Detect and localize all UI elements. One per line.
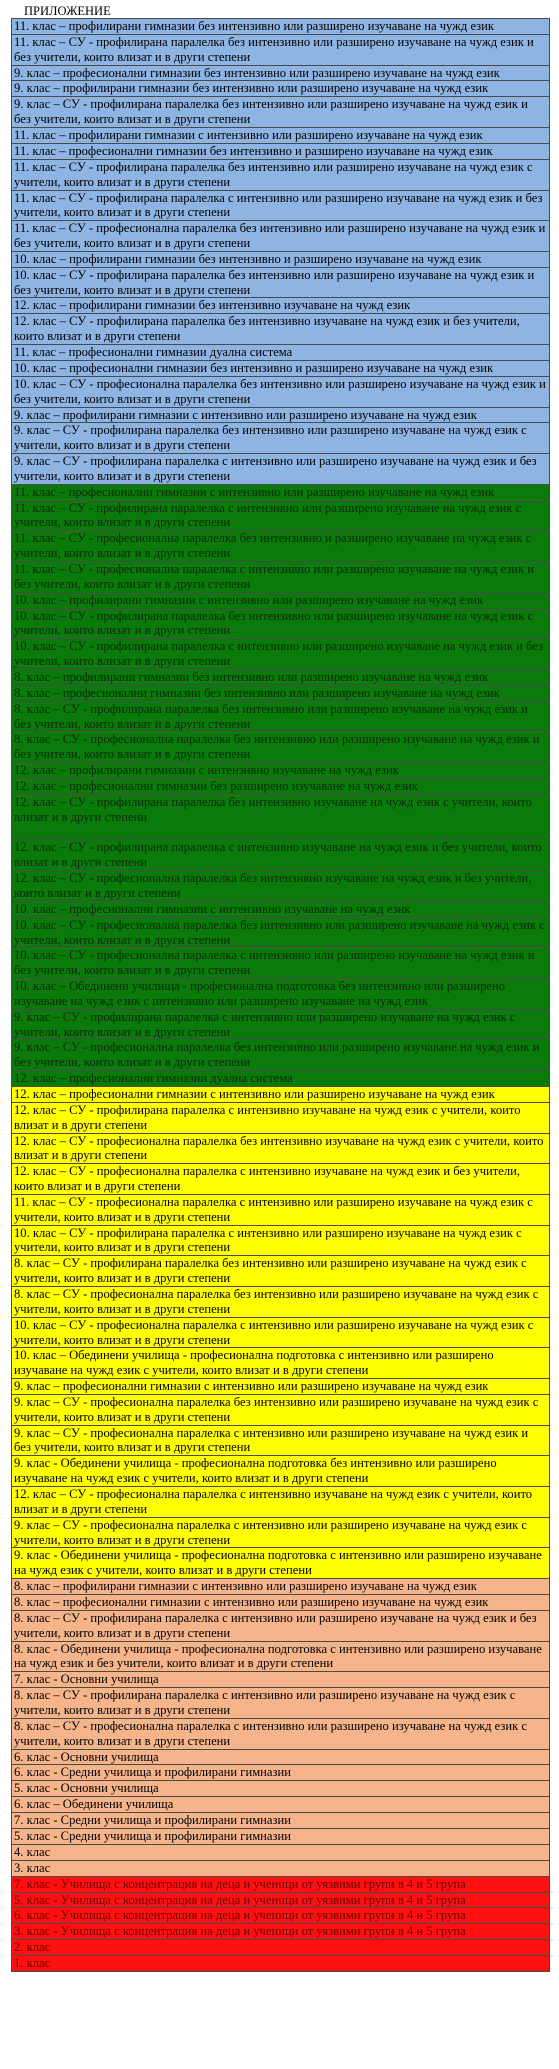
table-row: 11. клас – професионални гимназии с интензивно или разширено изучаване на чужд език [12, 485, 549, 501]
table-row: 12. клас – СУ - профилирана паралелка без интензивно изучаване на чужд език и без учители, които влизат и в други степени [12, 314, 549, 345]
table-row: 1. клас [12, 1956, 549, 1972]
table-row: 10. клас – Обединени училища - професионална подготовка без интензивно или разширено изучаване на чужд език с интензивно или разширено изучаване на чужд език [12, 979, 549, 1010]
table-row: 9. клас – СУ - професионална паралелка без интензивно или разширено изучаване на чужд език и без учители, които влизат и в други степени [12, 1040, 549, 1071]
table-row: 10. клас – професионални гимназии без интензивно и разширено изучаване на чужд език [12, 361, 549, 377]
table-row: 11. клас – СУ - профилирана паралелка с интензивно или разширено изучаване на чужд език с учители, които влизат и в други степени [12, 501, 549, 532]
table-row: 8. клас – профилирани гимназии без интензивно или разширено изучаване на чужд език [12, 670, 549, 686]
table-row: 10. клас – СУ - професионална паралелка без интензивно или разширено изучаване на чужд език с учители, които влизат и в други степени [12, 918, 549, 949]
table-row: 10. клас – СУ - профилирана паралелка с интензивно или разширено изучаване на чужд език с учители, които влизат и в други степени [12, 1226, 549, 1257]
table-row: 10. клас – СУ - профилирана паралелка без интензивно или разширено изучаване на чужд език с учители, които влизат и в други степени [12, 609, 549, 640]
table-row: 6. клас - Училища с концентрация на деца и ученици от уязвими групи в 4 и 5 група [12, 1908, 549, 1924]
table-row: 9. клас – СУ - профилирана паралелка без интензивно или разширено изучаване на чужд език с учители, които влизат и в други степени [12, 423, 549, 454]
table-row: 8. клас – професионални гимназии с интензивно или разширено изучаване на чужд език [12, 1595, 549, 1611]
table-row: 12. клас – СУ - профилирана паралелка с интензивно изучаване на чужд език с учители, които влизат и в други степени [12, 1103, 549, 1134]
table-row: 12. клас – СУ - професионална паралелка с интензивно изучаване на чужд език с учители, които влизат и в други степени [12, 1487, 549, 1518]
table-row: 3. клас [12, 1861, 549, 1877]
table-row: 10. клас – Обединени училища - професионална подготовка с интензивно или разширено изучаване на чужд език с учители, които влизат и в други степени [12, 1348, 549, 1379]
table-row: 10. клас – СУ - профилирана паралелка без интензивно или разширено изучаване на чужд език и без учители, които влизат и в други степени [12, 268, 549, 299]
table-row: 11. клас – профилирани гимназии без интензивно или разширено изучаване на чужд език [12, 19, 549, 35]
table-row: 8. клас – СУ - професионална паралелка без интензивно или разширено изучаване на чужд език с учители, които влизат и в други степени [12, 1287, 549, 1318]
table-row: 11. клас – СУ - профилирана паралелка с интензивно или разширено изучаване на чужд език и без учители, които влизат и в други степени [12, 191, 549, 222]
table-row: 12. клас – профилирани гимназии без интензивно изучаване на чужд език [12, 298, 549, 314]
table-row: 11. клас – професионални гимназии без интензивно и разширено изучаване на чужд език [12, 144, 549, 160]
table-row: 12. клас – професионални гимназии без разширено изучаване на чужд език [12, 779, 549, 795]
table-row: 12. клас – СУ - професионална паралелка без интензивно изучаване на чужд език и без учители, които влизат и в други степени [12, 871, 549, 902]
table-row: 6. клас – Обединени училища [12, 1797, 549, 1813]
table-row: 9. клас – професионални гимназии без интензивно или разширено изучаване на чужд език [12, 66, 549, 82]
table-row: 9. клас - Обединени училища - професионална подготовка с интензивно или разширено изучаване на чужд език с учители, които влизат и в други степени [12, 1548, 549, 1579]
table-row: 10. клас – профилирани гимназии без интензивно и разширено изучаване на чужд език [12, 252, 549, 268]
table-row: 7. клас - Основни училища [12, 1672, 549, 1688]
table-row: 9. клас – профилирани гимназии с интензивно или разширено изучаване на чужд език [12, 408, 549, 424]
table-row: 8. клас - Обединени училища - професионална подготовка с интензивно или разширено изучаване на чужд език и без учители, които влизат и в други степени [12, 1642, 549, 1673]
table-row: 10. клас – СУ - професионална паралелка с интензивно или разширено изучаване на чужд език с учители, които влизат и в други степени [12, 1318, 549, 1349]
table-row: 7. клас - Училища с концентрация на деца и ученици от уязвими групи в 4 и 5 група [12, 1877, 549, 1893]
table-row: 9. клас – СУ - профилирана паралелка без интензивно или разширено изучаване на чужд език и без учители, които влизат и в други степени [12, 97, 549, 128]
table-row: 8. клас – професионални гимназии без интензивно или разширено изучаване на чужд език [12, 686, 549, 702]
table-row: 12. клас – СУ - професионална паралелка с интензивно изучаване на чужд език и без учители, които влизат и в други степени [12, 1164, 549, 1195]
table-row: 12. клас – СУ - професионална паралелка без интензивно изучаване на чужд език с учители, които влизат и в други степени [12, 1134, 549, 1165]
table-row: 10. клас – профилирани гимназии с интензивно или разширено изучаване на чужд език [12, 593, 549, 609]
table-row: 8. клас – СУ - професионална паралелка с интензивно или разширено изучаване на чужд език с учители, които влизат и в други степени [12, 1719, 549, 1750]
table-row: 11. клас – СУ - професионална паралелка с интензивно или разширено изучаване на чужд език с учители, които влизат и в други степени [12, 1195, 549, 1226]
table-row: 10. клас – професионални гимназии с интензивно изучаване на чужд език [12, 902, 549, 918]
table-row: 3. клас - Училища с концентрация на деца и ученици от уязвими групи в 4 и 5 група [12, 1924, 549, 1940]
table-row: 4. клас [12, 1845, 549, 1861]
table-row: 9. клас – СУ - професионална паралелка без интензивно или разширено изучаване на чужд език с учители, които влизат и в други степени [12, 1395, 549, 1426]
category-table [11, 18, 550, 1972]
table-row: 9. клас – СУ - професионална паралелка с интензивно или разширено изучаване на чужд език с учители, които влизат и в други степени [12, 1518, 549, 1549]
table-row: 12. клас – СУ - профилирана паралелка без интензивно изучаване на чужд език с учители, които влизат и в други степени [12, 795, 549, 841]
table-row: 11. клас – СУ - профилирана паралелка без интензивно или разширено изучаване на чужд език и без учители, които влизат и в други степени [12, 35, 549, 66]
table-row: 9. клас – СУ - професионална паралелка с интензивно или разширено изучаване на чужд език и без учители, които влизат и в други степени [12, 1426, 549, 1457]
table-row: 11. клас – СУ - професионална паралелка без интензивно или разширено изучаване на чужд език и без учители, които влизат и в други степени [12, 221, 549, 252]
table-row: 10. клас – СУ - професионална паралелка с интензивно или разширено изучаване на чужд език и без учители, които влизат и в други степени [12, 948, 549, 979]
table-row: 8. клас – профилирани гимназии с интензивно или разширено изучаване на чужд език [12, 1579, 549, 1595]
document-title: ПРИЛОЖЕНИЕ [24, 4, 111, 18]
table-row: 8. клас – СУ - профилирана паралелка с интензивно или разширено изучаване на чужд език и без учители, които влизат и в други степени [12, 1611, 549, 1642]
table-row: 11. клас – професионални гимназии дуална система [12, 345, 549, 361]
table-row: 10. клас – СУ - профилирана паралелка с интензивно или разширено изучаване на чужд език и без учители, които влизат и в други степени [12, 639, 549, 670]
table-row: 12. клас – професионални гимназии с интензивно или разширено изучаване на чужд език [12, 1087, 549, 1103]
table-row: 8. клас – СУ - професионална паралелка без интензивно или разширено изучаване на чужд език и без учители, които влизат и в други степени [12, 732, 549, 763]
table-row: 9. клас – профилирани гимназии без интензивно или разширено изучаване на чужд език [12, 81, 549, 97]
table-row: 9. клас – СУ - профилирана паралелка с интензивно или разширено изучаване на чужд език и без учители, които влизат и в други степени [12, 454, 549, 485]
table-row: 5. клас - Училища с концентрация на деца и ученици от уязвими групи в 4 и 5 група [12, 1893, 549, 1909]
table-row: 7. клас - Средни училища и профилирани гимназии [12, 1813, 549, 1829]
table-row: 12. клас – професионални гимназии дуална система [12, 1071, 549, 1087]
table-row: 2. клас [12, 1940, 549, 1956]
table-row: 11. клас – профилирани гимназии с интензивно или разширено изучаване на чужд език [12, 128, 549, 144]
table-row: 6. клас - Основни училища [12, 1750, 549, 1766]
table-row: 8. клас – СУ - профилирана паралелка с интензивно или разширено изучаване на чужд език с учители, които влизат и в други степени [12, 1688, 549, 1719]
table-row: 10. клас – СУ - професионална паралелка без интензивно или разширено изучаване на чужд език и без учители, които влизат и в други степени [12, 377, 549, 408]
table-row: 11. клас – СУ - профилирана паралелка без интензивно или разширено изучаване на чужд език с учители, които влизат и в други степени [12, 160, 549, 191]
table-row: 11. клас – СУ - професионална паралелка с интензивно или разширено изучаване на чужд език и без учители, които влизат и в други степени [12, 562, 549, 593]
table-row: 6. клас - Средни училища и профилирани гимназии [12, 1765, 549, 1781]
table-row: 5. клас - Основни училища [12, 1781, 549, 1797]
table-row: 9. клас – професионални гимназии с интензивно или разширено изучаване на чужд език [12, 1379, 549, 1395]
table-row: 8. клас – СУ - профилирана паралелка без интензивно или разширено изучаване на чужд език и без учители, които влизат и в други степени [12, 702, 549, 733]
table-row: 8. клас – СУ - профилирана паралелка без интензивно или разширено изучаване на чужд език с учители, които влизат и в други степени [12, 1256, 549, 1287]
table-row: 5. клас - Средни училища и профилирани гимназии [12, 1829, 549, 1845]
table-row: 11. клас – СУ - професионална паралелка без интензивно и разширено изучаване на чужд език с учители, които влизат и в други степени [12, 531, 549, 562]
table-row: 12. клас – профилирани гимназии с интензивно изучаване на чужд език [12, 763, 549, 779]
table-row: 9. клас - Обединени училища - професионална подготовка без интензивно или разширено изучаване на чужд език с учители, които влизат и в други степени [12, 1456, 549, 1487]
table-row: 9. клас – СУ - профилирана паралелка с интензивно или разширено изучаване на чужд език с учители, които влизат и в други степени [12, 1010, 549, 1041]
table-row: 12. клас – СУ - профилирана паралелка с интензивно изучаване на чужд език и без учители, които влизат и в други степени [12, 840, 549, 871]
